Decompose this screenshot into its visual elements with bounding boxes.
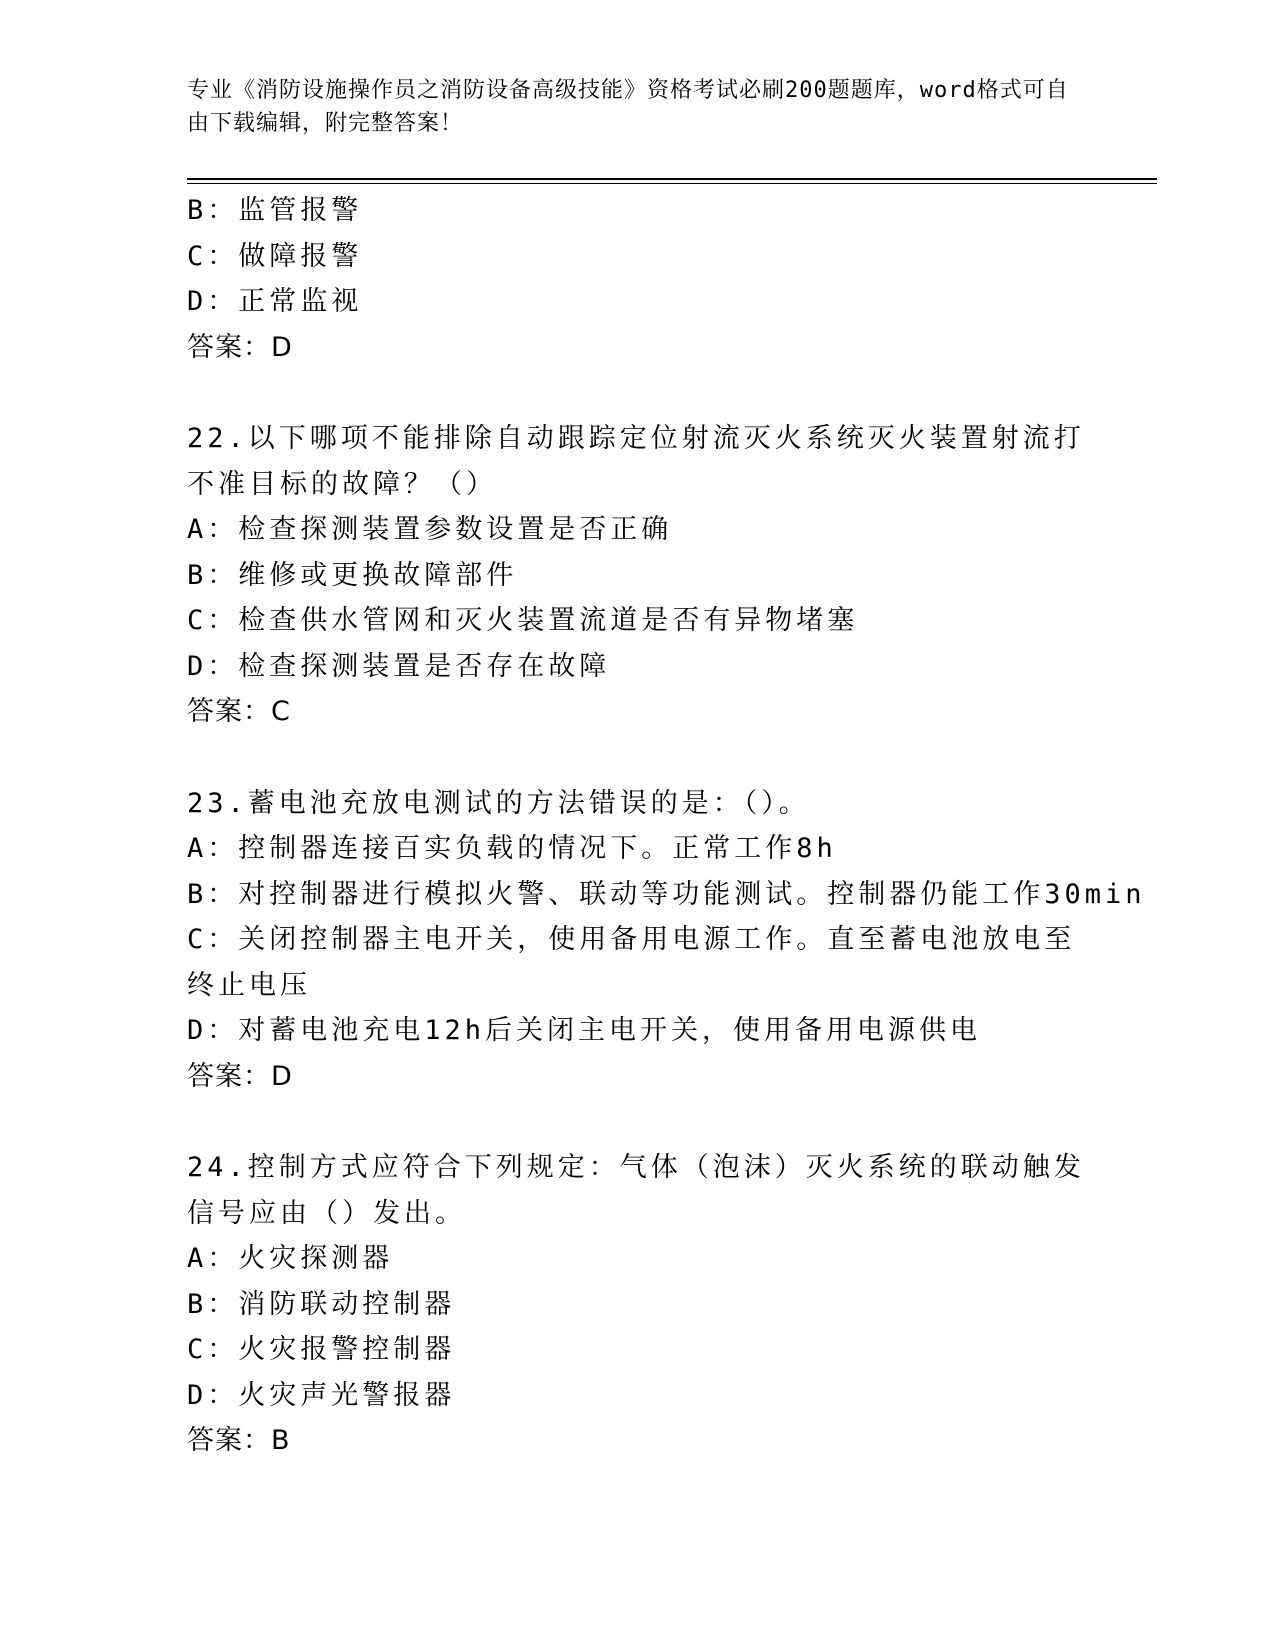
question-stem: 24.控制方式应符合下列规定：气体（泡沫）灭火系统的联动触发信号应由（）发出。 bbox=[187, 1152, 1085, 1229]
question-stem: 22.以下哪项不能排除自动跟踪定位射流灭火系统灭火装置射流打不准目标的故障？（） bbox=[187, 423, 1085, 500]
option-a: A：火灾探测器 bbox=[187, 1243, 394, 1274]
answer-line: 答案：D bbox=[187, 1060, 293, 1092]
question-23 bbox=[187, 781, 1146, 1100]
option-d: D：正常监视 bbox=[187, 286, 363, 317]
option-b: B：监管报警 bbox=[187, 195, 363, 226]
option-d: D：检查探测装置是否存在故障 bbox=[187, 650, 611, 682]
question-stem: 23.蓄电池充放电测试的方法错误的是：（）。 bbox=[187, 787, 810, 819]
option-b: B：消防联动控制器 bbox=[187, 1288, 456, 1320]
header-divider-thick bbox=[187, 178, 1157, 180]
option-d: D：对蓄电池充电12h后关闭主电开关，使用备用电源供电 bbox=[187, 1015, 982, 1046]
document-header: 专业《消防设施操作员之消防设备高级技能》资格考试必刷200题题库，word格式可自由下载编辑，附完整答案！ bbox=[187, 78, 1069, 136]
option-d: D：火灾声光警报器 bbox=[187, 1379, 456, 1411]
option-a: A：控制器连接百实负载的情况下。正常工作8h bbox=[187, 833, 837, 864]
spacer bbox=[187, 1099, 1087, 1145]
option-c: C：关闭控制器主电开关，使用备用电源工作。直至蓄电池放电至终止电压 bbox=[187, 924, 1076, 1001]
option-b: B：对控制器进行模拟火警、联动等功能测试。控制器仍能工作30min bbox=[187, 878, 1146, 910]
option-c: C：做障报警 bbox=[187, 240, 363, 272]
previous-question-tail bbox=[187, 188, 1087, 370]
answer-line: 答案：D bbox=[187, 331, 293, 363]
question-22 bbox=[187, 416, 1087, 735]
option-a: A：检查探测装置参数设置是否正确 bbox=[187, 514, 673, 545]
answer-line: 答案：C bbox=[187, 696, 291, 727]
spacer bbox=[187, 735, 1087, 781]
option-b: B：维修或更换故障部件 bbox=[187, 559, 518, 591]
option-c: C：检查供水管网和灭火装置流道是否有异物堵塞 bbox=[187, 605, 859, 636]
answer-line: 答案：B bbox=[187, 1425, 291, 1456]
spacer bbox=[187, 370, 1087, 416]
question-24 bbox=[187, 1145, 1087, 1464]
option-c: C：火灾报警控制器 bbox=[187, 1334, 456, 1365]
header-divider-thin bbox=[187, 183, 1157, 184]
question-list bbox=[187, 188, 1146, 1464]
